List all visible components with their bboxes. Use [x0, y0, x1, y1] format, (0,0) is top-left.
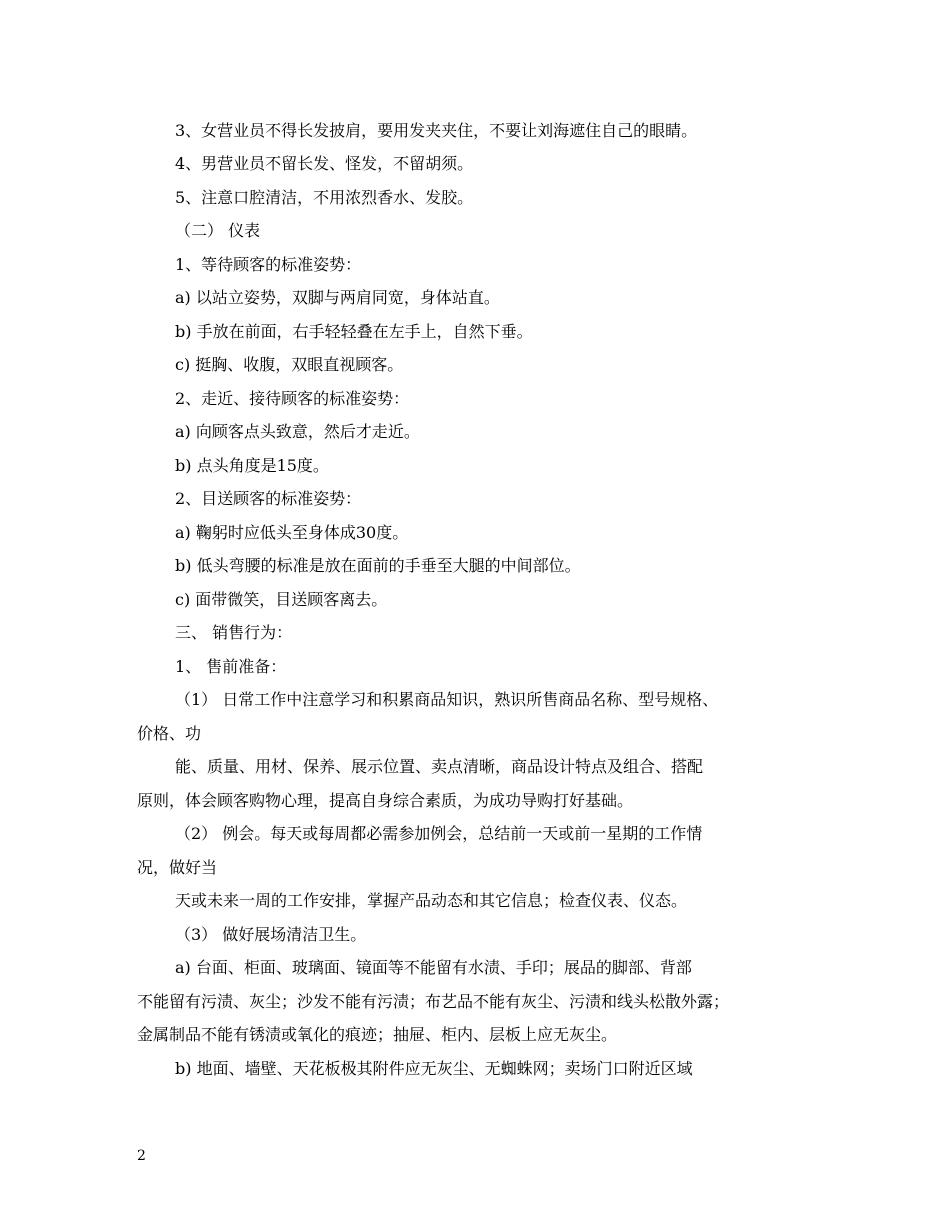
section-heading: （二） 仪表: [175, 221, 261, 240]
text-line: 1、等待顾客的标准姿势：: [175, 255, 362, 274]
text-line: 1、 售前准备：: [175, 657, 287, 676]
text-line: a) 以站立姿势，双脚与两肩同宽，身体站直。: [175, 288, 500, 307]
text-line: 价格、功: [137, 724, 202, 743]
text-line: （1） 日常工作中注意学习和积累商品知识，熟识所售商品名称、型号规格、: [175, 690, 719, 709]
text-line: c) 面带微笑，目送顾客离去。: [175, 590, 388, 609]
text-line: 2、走近、接待顾客的标准姿势：: [175, 389, 410, 408]
text-line: b) 点头角度是15度。: [175, 456, 329, 475]
text-line: 2、目送顾客的标准姿势：: [175, 489, 362, 508]
text-line: a) 向顾客点头致意，然后才走近。: [175, 422, 420, 441]
section-heading: 三、 销售行为：: [175, 623, 293, 642]
text-line: 5、注意口腔清洁，不用浓烈香水、发胶。: [175, 188, 474, 207]
page-number: 2: [137, 1148, 146, 1164]
text-line: a) 鞠躬时应低头至身体成30度。: [175, 523, 409, 542]
text-line: b) 地面、墙壁、天花板极其附件应无灰尘、无蜘蛛网；卖场门口附近区域: [175, 1059, 693, 1078]
text-line: c) 挺胸、收腹，双眼直视顾客。: [175, 355, 404, 374]
text-line: b) 低头弯腰的标准是放在面前的手垂至大腿的中间部位。: [175, 556, 581, 575]
text-line: 金属制品不能有锈渍或氧化的痕迹；抽屉、柜内、层板上应无灰尘。: [137, 1025, 618, 1044]
text-line: 天或未来一周的工作安排，掌握产品动态和其它信息；检查仪表、仪态。: [175, 891, 688, 910]
text-line: 况，做好当: [137, 858, 218, 877]
text-line: 原则，体会顾客购物心理，提高自身综合素质，为成功导购打好基础。: [137, 791, 634, 810]
text-line: b) 手放在前面，右手轻轻叠在左手上，自然下垂。: [175, 322, 533, 341]
text-line: 不能留有污渍、灰尘；沙发不能有污渍；布艺品不能有灰尘、污渍和线头松散外露；: [137, 992, 730, 1011]
text-line: 能、质量、用材、保养、展示位置、卖点清晰，商品设计特点及组合、搭配: [175, 757, 704, 776]
text-line: 3、女营业员不得长发披肩，要用发夹夹住，不要让刘海遮住自己的眼睛。: [175, 121, 698, 140]
text-line: 4、男营业员不留长发、怪发，不留胡须。: [175, 154, 474, 173]
text-line: a) 台面、柜面、玻璃面、镜面等不能留有水渍、手印；展品的脚部、背部: [175, 958, 692, 977]
text-line: （2） 例会。每天或每周都必需参加例会，总结前一天或前一星期的工作情: [175, 824, 703, 843]
text-line: （3） 做好展场清洁卫生。: [175, 925, 367, 944]
